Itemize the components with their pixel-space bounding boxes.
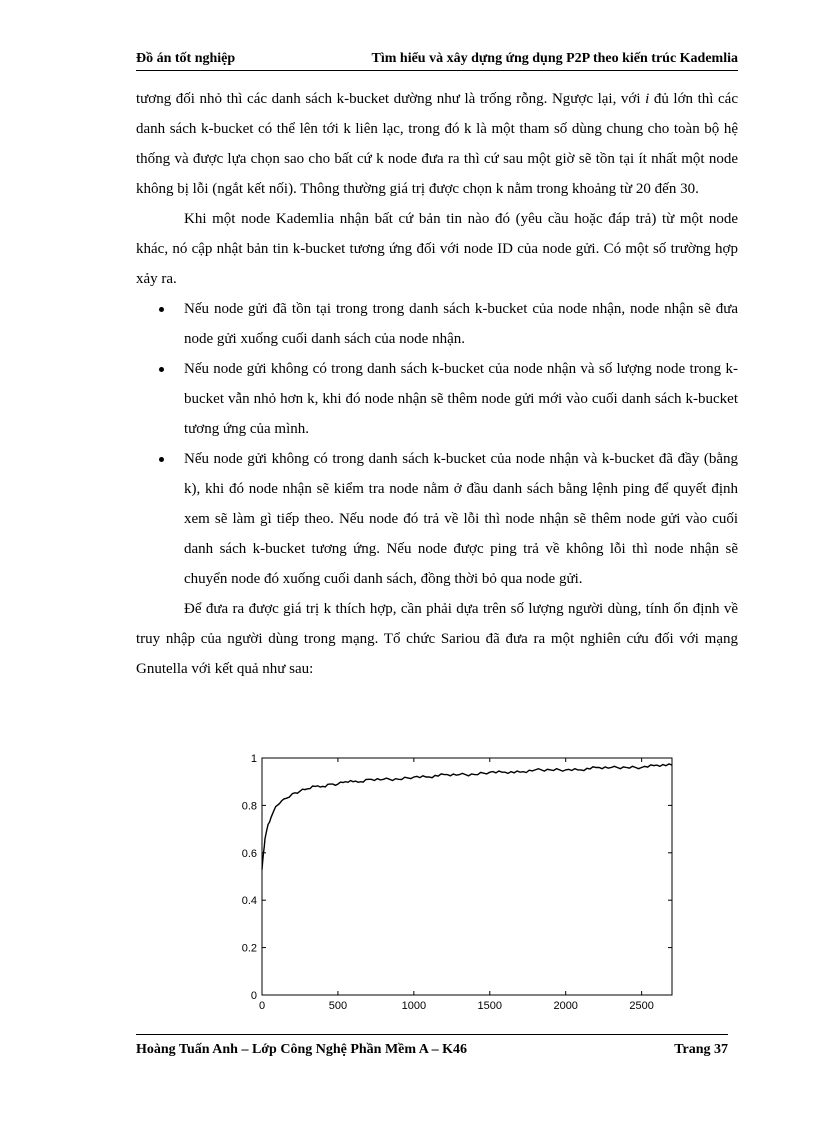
paragraph-2: Khi một node Kademlia nhận bất cứ bản tin nào đó (yêu cầu hoặc đáp trả) từ một node khác, nó cập nhật bản tin k-bucket tương ứng đối với node ID của node gửi. Có một số trường hợp xảy ra. xyxy=(136,211,738,287)
bullet-item xyxy=(136,354,738,444)
plot-frame xyxy=(262,758,672,995)
x-tick-label: 1500 xyxy=(477,1000,503,1012)
page-header xyxy=(136,50,738,71)
y-tick-label: 0.4 xyxy=(241,895,257,908)
bullet-item xyxy=(136,444,738,594)
paragraph-1-italic-i: i xyxy=(645,91,650,107)
bullet-item xyxy=(136,294,738,354)
footer-author: Hoàng Tuấn Anh – Lớp Công Nghệ Phần Mềm A – K46 xyxy=(136,1042,468,1057)
x-tick-label: 1000 xyxy=(401,1000,427,1012)
bullet-text: Nếu node gửi không có trong danh sách k-bucket của node nhận và số lượng node trong k-bucket vẫn nhỏ hơn k, khi đó node nhận sẽ thêm node gửi mới vào cuối danh sách k-bucket tương ứng của mình. xyxy=(184,361,738,437)
y-tick-label: 0.6 xyxy=(241,847,257,860)
page-footer xyxy=(136,1034,728,1057)
paragraph-1-part-a: tương đối nhỏ thì các danh sách k-bucket dường như là trống rỗng. Ngược lại, với xyxy=(136,91,646,107)
header-left: Đồ án tốt nghiệp xyxy=(136,51,236,66)
bullet-icon xyxy=(159,307,164,312)
y-tick-label: 0 xyxy=(250,990,257,1002)
y-tick-label: 0.8 xyxy=(241,800,257,813)
line-chart xyxy=(228,748,684,1016)
bullet-list xyxy=(136,294,738,594)
paragraph-1 xyxy=(136,84,738,204)
series-line xyxy=(262,764,672,870)
x-tick-label: 2000 xyxy=(553,1000,578,1012)
x-tick-label: 0 xyxy=(258,1000,266,1012)
footer-page-number: Trang 37 xyxy=(674,1042,728,1057)
paragraph-1-part-b: đủ lớn thì các danh sách k-bucket có thể lên tới k liên lạc, trong đó k là một tham số dùng chung cho toàn bộ hệ thống và được lựa chọn sao cho bất cứ k node đưa ra thì cứ sau một giờ sẽ tồn tại ít nhất một node không bị lỗi (ngắt kết nối). Thông thường giá trị được chọn k nằm trong khoảng từ 20 đến 30. xyxy=(136,91,738,197)
header-right: Tìm hiểu và xây dựng ứng dụng P2P theo kiến trúc Kademlia xyxy=(371,51,738,66)
y-tick-label: 1 xyxy=(250,753,257,765)
y-tick-label: 0.2 xyxy=(241,942,257,955)
paragraph-3: Để đưa ra được giá trị k thích hợp, cần phải dựa trên số lượng người dùng, tính ổn định về truy nhập của người dùng trong mạng. Tổ chức Sariou đã đưa ra một nghiên cứu đối với mạng Gnutella với kết quả như sau: xyxy=(136,601,738,677)
x-tick-label: 500 xyxy=(328,1000,348,1012)
bullet-text: Nếu node gửi đã tồn tại trong trong danh sách k-bucket của node nhận, node nhận sẽ đưa node gửi xuống cuối danh sách của node nhận. xyxy=(184,301,738,347)
bullet-icon xyxy=(159,457,164,462)
x-tick-label: 2500 xyxy=(629,1000,654,1012)
page-body xyxy=(136,84,738,684)
bullet-text: Nếu node gửi không có trong danh sách k-bucket của node nhận và k-bucket đã đầy (bằng k), khi đó node nhận sẽ kiểm tra node nằm ở đầu danh sách bằng lệnh ping để quyết định xem sẽ làm gì tiếp theo. Nếu node đó trả về lỗi thì node nhận sẽ thêm node gửi vào cuối danh sách k-bucket tương ứng. Nếu node được ping trả về không lỗi thì node nhận sẽ chuyển node đó xuống cuối danh sách, đồng thời bỏ qua node gửi. xyxy=(184,451,738,587)
bullet-icon xyxy=(159,367,164,372)
